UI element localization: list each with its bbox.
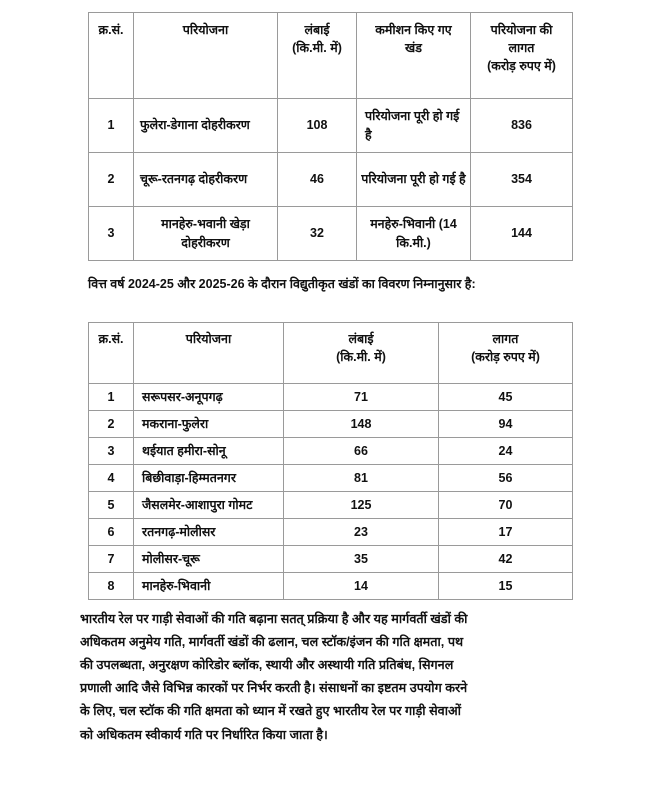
cell-section: परियोजना पूरी हो गई है: [357, 99, 471, 153]
cell-cost: 15: [439, 573, 573, 600]
cell-sno: 1: [89, 99, 134, 153]
cell-length: 81: [284, 465, 439, 492]
paragraph-line: की उपलब्धता, अनुरक्षण कोरिडोर ब्लॉक, स्थायी और अस्थायी गति प्रतिबंध, सिगनल: [80, 658, 454, 673]
header-text-line2: लागत: [508, 41, 535, 56]
paragraph-line: को अधिकतम स्वीकार्य गति पर निर्धारित किया जाता है।: [80, 727, 328, 742]
header-text-line2: खंड: [405, 41, 422, 56]
paragraph-line: के लिए, चल स्टॉक की गति क्षमता को ध्यान में रखते हुए भारतीय रेल पर गाड़ी सेवाओं: [80, 704, 461, 719]
cell-sno: 1: [89, 384, 134, 411]
cell-sno: 3: [89, 438, 134, 465]
header-text-line1: लंबाई: [304, 23, 330, 37]
cell-sno: 2: [89, 153, 134, 207]
cell-project: मानहेरु-भवानी खेड़ा दोहरीकरण: [134, 207, 278, 261]
header-text-line1: कमीशन किए गए: [375, 23, 452, 37]
table-two-header-sno: [89, 323, 134, 384]
cell-project: मकराना-फुलेरा: [134, 411, 284, 438]
header-text-line2: (कि.मी. में): [292, 41, 342, 56]
cell-project: चूरू-रतनगढ़ दोहरीकरण: [134, 153, 278, 207]
cell-length: 148: [284, 411, 439, 438]
cell-sno: 3: [89, 207, 134, 261]
header-text-line1: परियोजना की: [490, 23, 553, 37]
paragraph-line: अधिकतम अनुमेय गति, मार्गवर्ती खंडों की ढलान, चल स्टॉक/इंजन की गति क्षमता, पथ: [80, 635, 464, 650]
header-text-line1: लंबाई: [348, 332, 374, 346]
table-row: [89, 207, 573, 261]
paragraph-line: प्रणाली आदि जैसे विभिन्न कारकों पर निर्भर करती है। संसाधनों का इष्टतम उपयोग करने: [80, 681, 468, 696]
table-row: [89, 99, 573, 153]
table-two-header-cost: [439, 323, 573, 384]
table-row: [89, 465, 573, 492]
doubling-projects-table-container: [88, 12, 572, 261]
cell-length: 14: [284, 573, 439, 600]
cell-length: 108: [278, 99, 357, 153]
header-text-line3: (करोड़ रुपए में): [487, 59, 556, 74]
table-one-header-row: [89, 13, 573, 99]
table-one-header-sno: [89, 13, 134, 99]
table-row: [89, 153, 573, 207]
table-row: [89, 411, 573, 438]
electrified-sections-table-container: [88, 322, 572, 600]
cell-cost: 45: [439, 384, 573, 411]
header-text-line1: लागत: [492, 332, 519, 346]
cell-sno: 7: [89, 546, 134, 573]
table-row: [89, 384, 573, 411]
speed-policy-paragraph: [80, 608, 580, 747]
table-one-header-section: [357, 13, 471, 99]
table-one-header-cost: [471, 13, 573, 99]
header-text: क्र.सं.: [98, 23, 124, 37]
cell-cost: 70: [439, 492, 573, 519]
cell-section: मनहेरु-भिवानी (14 कि.मी.): [357, 207, 471, 261]
cell-length: 23: [284, 519, 439, 546]
cell-sno: 8: [89, 573, 134, 600]
cell-cost: 836: [471, 99, 573, 153]
cell-length: 46: [278, 153, 357, 207]
table-two-header-length: [284, 323, 439, 384]
cell-section: परियोजना पूरी हो गई है: [357, 153, 471, 207]
cell-project: मोलीसर-चूरू: [134, 546, 284, 573]
table-row: [89, 573, 573, 600]
cell-cost: 94: [439, 411, 573, 438]
table-row: [89, 438, 573, 465]
header-text: परियोजना: [182, 23, 229, 37]
cell-project: थईयात हमीरा-सोनू: [134, 438, 284, 465]
cell-cost: 56: [439, 465, 573, 492]
table-row: [89, 492, 573, 519]
header-text: परियोजना: [185, 332, 232, 346]
cell-sno: 5: [89, 492, 134, 519]
table-row: [89, 519, 573, 546]
cell-project: सरूपसर-अनूपगढ़: [134, 384, 284, 411]
header-text-line2: (करोड़ रुपए में): [471, 350, 540, 365]
table-two-header: [89, 323, 573, 384]
header-text-line2: (कि.मी. में): [336, 350, 386, 365]
cell-length: 71: [284, 384, 439, 411]
table-two-header-project: [134, 323, 284, 384]
table-two-body: [89, 384, 573, 600]
cell-length: 35: [284, 546, 439, 573]
cell-cost: 144: [471, 207, 573, 261]
cell-project: रतनगढ़-मोलीसर: [134, 519, 284, 546]
table-one-header: [89, 13, 573, 99]
table-one-body: [89, 99, 573, 261]
cell-cost: 17: [439, 519, 573, 546]
table-row: [89, 546, 573, 573]
cell-cost: 42: [439, 546, 573, 573]
cell-sno: 2: [89, 411, 134, 438]
cell-sno: 6: [89, 519, 134, 546]
table-one-header-project: [134, 13, 278, 99]
cell-length: 66: [284, 438, 439, 465]
doubling-projects-table: [88, 12, 573, 261]
cell-project: जैसलमेर-आशापुरा गोमट: [134, 492, 284, 519]
electrified-sections-table: [88, 322, 573, 600]
cell-project: मानहेरु-भिवानी: [134, 573, 284, 600]
cell-sno: 4: [89, 465, 134, 492]
paragraph-line: भारतीय रेल पर गाड़ी सेवाओं की गति बढ़ाना सतत् प्रक्रिया है और यह मार्गवर्ती खंडों की: [80, 612, 468, 626]
cell-length: 32: [278, 207, 357, 261]
header-text: क्र.सं.: [98, 332, 124, 346]
table-one-header-length: [278, 13, 357, 99]
cell-length: 125: [284, 492, 439, 519]
table-two-header-row: [89, 323, 573, 384]
cell-cost: 354: [471, 153, 573, 207]
cell-cost: 24: [439, 438, 573, 465]
cell-project: बिछीवाड़ा-हिम्मतनगर: [134, 465, 284, 492]
electrification-intro-paragraph: वित्त वर्ष 2024-25 और 2025-26 के दौरान विद्युतीकृत खंडों का विवरण निम्नानुसार है:: [88, 277, 476, 291]
cell-project: फुलेरा-डेगाना दोहरीकरण: [134, 99, 278, 153]
